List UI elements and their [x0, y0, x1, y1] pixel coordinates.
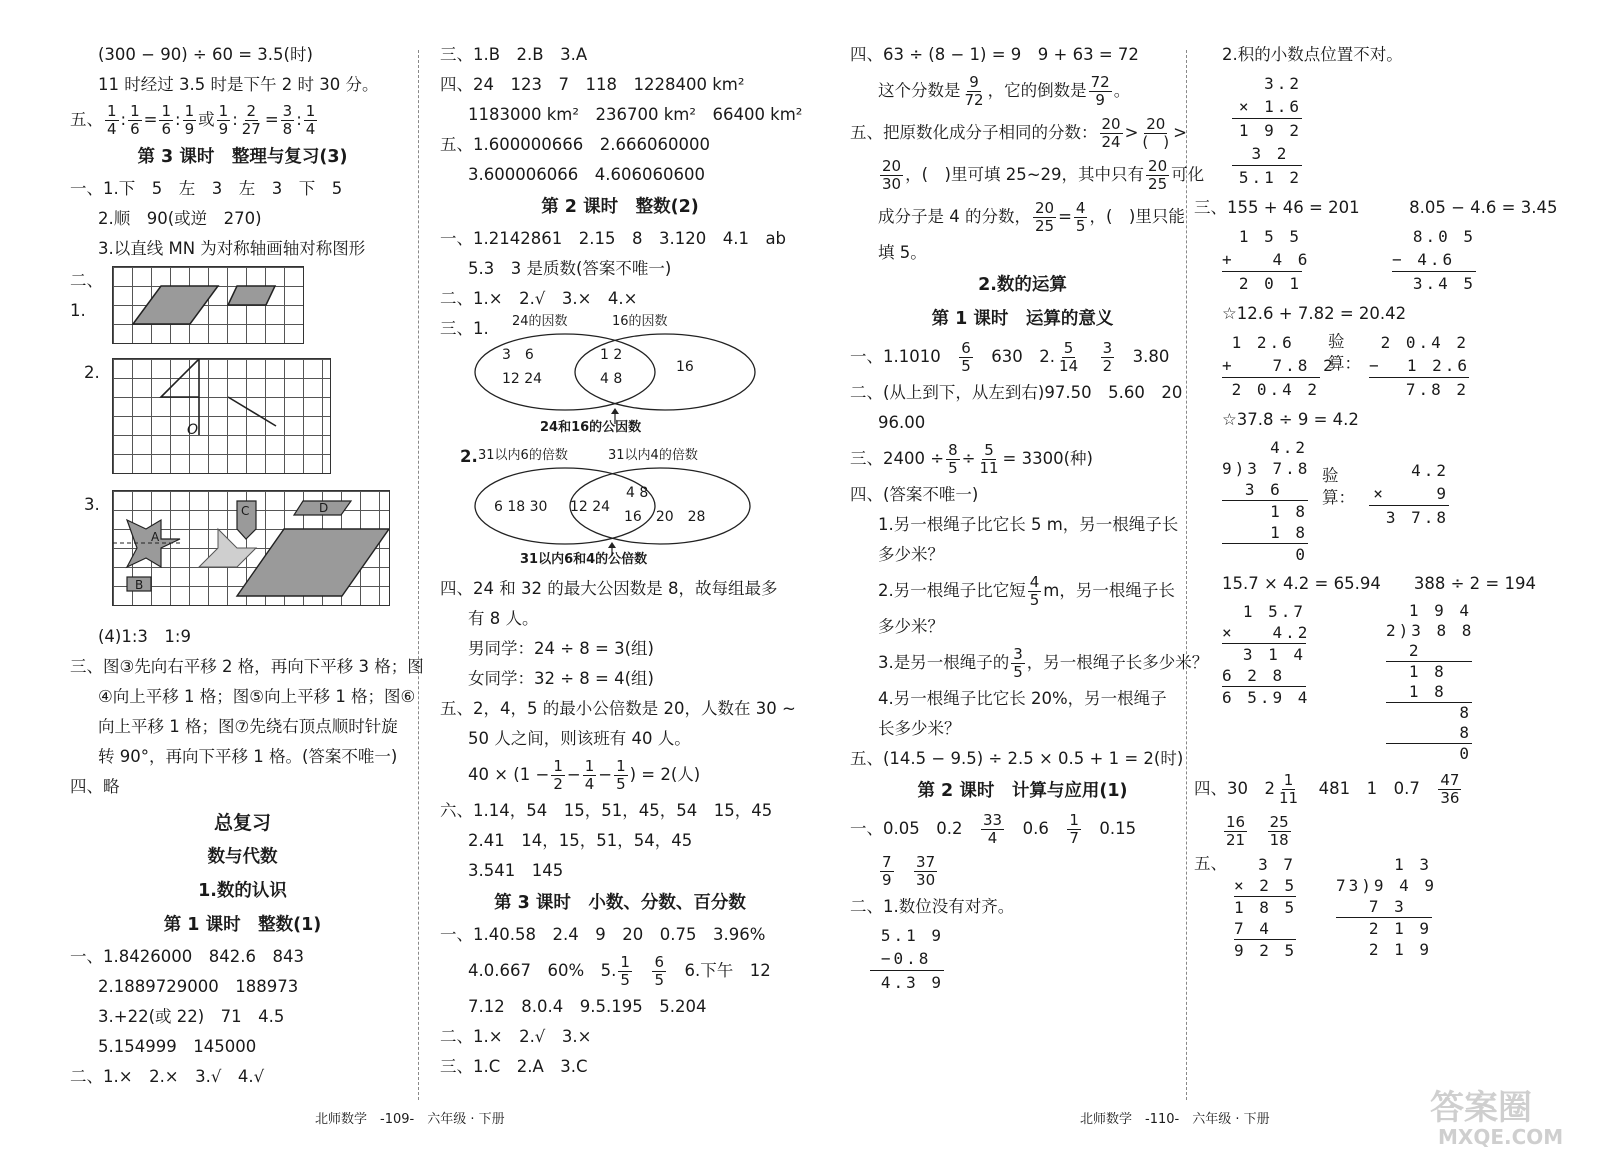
text-line: 三、155 + 46 = 201 8.05 − 4.6 = 3.45	[1194, 198, 1558, 217]
vertical-addition: 1 2.6 + 7.8 2 2 0.4 2	[1222, 333, 1336, 399]
venn-left-values: 6 18 30	[494, 499, 548, 515]
point-o-label: O	[187, 422, 199, 438]
text-line: 四、24 和 32 的最大公因数是 8，故每组最多	[440, 579, 778, 598]
fraction: $\frac{1}{6}$	[130, 102, 140, 138]
section-heading: 第 1 课时 整数(1)	[163, 915, 322, 935]
venn-right-values: 4 8	[626, 485, 649, 501]
fraction: 20 ( )	[1142, 115, 1170, 151]
text-line: 2.积的小数点位置不对。	[1222, 45, 1403, 64]
text-line: 一、1.下 5 左 3 左 3 下 5	[70, 179, 343, 198]
section-heading: 第 1 课时 运算的意义	[931, 309, 1114, 329]
column-separator-left	[418, 50, 419, 1100]
fraction: $\frac{9}{72}$	[964, 73, 984, 109]
text-line: 四、63 ÷ (8 − 1) = 9 9 + 63 = 72	[850, 45, 1139, 64]
fraction: $\frac{1}{2}$	[553, 757, 563, 793]
text-line: 96.00	[878, 413, 926, 432]
venn-left-title: 24的因数	[512, 314, 568, 329]
venn-left-values: 12 24	[502, 371, 543, 387]
text-line: 填 5。	[878, 243, 927, 262]
venn-diagram-1	[440, 314, 800, 438]
text-line: 7.12 8.0.4 9.5.195 5.204	[468, 997, 707, 1016]
text-line: 2.1889729000 188973	[98, 977, 299, 996]
label: 2.	[460, 447, 478, 466]
text-line: 五、把原数化成分子相同的分数： $\frac{20}{24}$ > 20 ( ) >	[850, 115, 1187, 151]
text-line: 50 人之间，则该班有 40 人。	[468, 729, 691, 748]
grid-figure-3-row	[70, 490, 415, 616]
long-division: 1 3 73)9 4 9 7 3 2 1 9 2 1 9	[1336, 855, 1438, 959]
section-heading: 第 2 课时 计算与应用(1)	[917, 781, 1128, 801]
parallelograms	[113, 267, 303, 343]
text-line: 5.3 3 是质数(答案不唯一)	[468, 259, 672, 278]
figure-d-label: D	[319, 501, 329, 515]
translation-figure	[113, 491, 389, 605]
text-line: 多少米？	[878, 545, 944, 564]
fraction: $\frac{37}{30}$	[916, 853, 936, 889]
figure-b-label: B	[135, 578, 144, 592]
text-line: 1183000 km² 236700 km² 66400 km²	[468, 105, 803, 124]
text-line: 二、1.× 2.× 3.√ 4.√	[70, 1067, 265, 1086]
text-line: 一、1.2142861 2.15 8 3.120 4.1 ab	[440, 229, 787, 248]
watermark-logo: 答案圈	[1430, 1088, 1532, 1128]
text-line: 2.另一根绳子比它短 $\frac{4}{5}$ m，另一根绳子长	[878, 573, 1175, 609]
venn-middle-values: 1 2	[600, 347, 623, 363]
figure-a-label: A	[151, 530, 160, 544]
vertical-subtraction: 8.0 5 − 4.6 3.4 5	[1392, 227, 1481, 293]
venn-caption: 31以内6和4的公倍数	[520, 552, 648, 567]
small-parallelogram	[228, 286, 275, 305]
venn-left-title: 31以内6的倍数	[478, 448, 568, 463]
long-division: 1 9 4 2)3 8 8 2 1 8 1 8 8 8 0	[1386, 601, 1475, 763]
page-footer-left: 北师数学 -109- 六年级 · 下册	[315, 1112, 505, 1127]
text-line	[1222, 810, 1592, 852]
venn-right-title: 31以内4的倍数	[608, 448, 698, 463]
text-line: 二、1.× 2.√ 3.×	[440, 1027, 592, 1046]
column-4	[1194, 40, 1592, 965]
label: 2.	[84, 363, 100, 382]
fraction: $\frac{1}{4}$	[107, 102, 117, 138]
text-line: 三、图③先向右平移 2 格，再向下平移 3 格；图	[70, 657, 424, 676]
vertical-multiplication: 3.2 × 1.6 1 9 2 3 2 5.1 2	[1232, 72, 1302, 189]
text-line: 一、1.1010 $\frac{6}{5}$ 630 2. $\frac{5}{14}$ $\frac{3}{2}$ 3.80	[850, 339, 1170, 375]
fraction: $\frac{1}{5}$	[616, 757, 626, 793]
text-line: 四、略	[70, 777, 120, 796]
vertical-check-multiplication: 4.2 × 9 3 7.8	[1369, 459, 1449, 529]
section-heading: 2.数的运算	[978, 275, 1067, 295]
formula-line: 40 × (1 − $\frac{1}{2}$ − $\frac{1}{4}$ − $\frac{1}{5}$ ) = 2(人)	[468, 757, 701, 793]
fraction: $\frac{20}{25}$	[1148, 157, 1168, 193]
grid-figure-2	[112, 358, 331, 474]
text-line: 一、1.40.58 2.4 9 20 0.75 3.96%	[440, 925, 766, 944]
check-label: 验 算：	[1328, 332, 1361, 373]
ratio-line: 五、 $\frac{1}{4}$ : $\frac{1}{6}$ = $\frac{1}{6}$ : $\frac{1}{9}$ 或 $\frac{1}{9}$ : $\frac{2}{27}$ = $\frac{3}{8}$ : $\frac{1}{4}$	[70, 102, 316, 138]
fraction: $\frac{72}{9}$	[1090, 73, 1110, 109]
venn-right-title: 16的因数	[612, 314, 668, 329]
fraction: $\frac{20}{24}$	[1101, 115, 1121, 151]
text-line: 三、1.C 2.A 3.C	[440, 1057, 588, 1076]
fraction: $\frac{3}{8}$	[282, 102, 293, 138]
fraction: $\frac{7}{9}$	[882, 853, 892, 889]
text-line: 11 时经过 3.5 时是下午 2 时 30 分。	[98, 75, 379, 94]
text-line: ☆37.8 ÷ 9 = 4.2	[1222, 410, 1359, 429]
text-line: 2.顺 90(或逆 270)	[98, 209, 262, 228]
text-line: 三、1.B 2.B 3.A	[440, 45, 588, 64]
label: 五、	[70, 110, 103, 129]
text-line: 3.541 145	[468, 861, 564, 880]
text-line: 5.154999 145000	[98, 1037, 257, 1056]
vertical-multiplication: 1 5.7 × 4.2 3 1 4 6 2 8 6 5.9 4	[1222, 602, 1311, 707]
long-division: 4.2 9)3 7.8 3 6 1 8 1 8 0	[1222, 438, 1311, 564]
rotation-figure	[113, 359, 330, 473]
fraction: $\frac{20}{30}$	[882, 157, 902, 193]
fraction: $\frac{5}{11}$	[979, 441, 999, 477]
vertical-subtraction: 5.1 9 −0.8 4.3 9	[870, 924, 944, 994]
fraction: $\frac{1}{9}$	[218, 102, 229, 138]
grid-figure-3	[112, 490, 390, 606]
calc-row	[1222, 329, 1592, 405]
text-line: ④向上平移 1 格；图⑤向上平移 1 格；图⑥	[98, 687, 416, 706]
text-line: 3.600006066 4.606060600	[468, 165, 705, 184]
section-heading: 第 3 课时 小数、分数、百分数	[494, 893, 746, 913]
label: 五、	[1194, 854, 1227, 873]
venn-right-values: 16	[676, 359, 694, 375]
column-3	[850, 40, 1209, 998]
fraction: $\frac{16}{21}$	[1226, 813, 1246, 849]
column-2	[440, 40, 803, 1082]
text-line: 1.另一根绳子比它长 5 m，另一根绳子长	[878, 515, 1179, 534]
vertical-check-subtraction: 2 0.4 2 − 1 2.6 7.8 2	[1369, 333, 1496, 399]
fraction: $\frac{8}{5}$	[948, 441, 958, 477]
venn-caption: 24和16的公因数	[540, 420, 642, 435]
text-line: (300 − 90) ÷ 60 = 3.5(时)	[98, 45, 313, 64]
fraction: $\frac{3}{2}$	[1102, 339, 1113, 375]
text-line: 二、(从上到下，从左到右)97.50 5.60 20	[850, 383, 1183, 402]
text-line: 六、1.14，54 15，51，45，54 15，45	[440, 801, 773, 820]
fraction: $\frac{1}{4}$	[584, 757, 595, 793]
text-line: 15.7 × 4.2 = 65.94 388 ÷ 2 = 194	[1222, 574, 1536, 593]
text-line: ☆12.6 + 7.82 = 20.42	[1222, 304, 1407, 323]
fraction: $\frac{25}{18}$	[1269, 813, 1289, 849]
fraction: $\frac{1}{7}$	[1069, 811, 1079, 847]
text-line: 男同学：24 ÷ 8 = 3(组)	[468, 639, 654, 658]
calc-row	[1222, 599, 1592, 768]
fraction: $\frac{1}{6}$	[161, 102, 172, 138]
text-line: 3.以直线 MN 为对称轴画轴对称图形	[98, 239, 366, 258]
section-heading: 第 3 课时 整理与复习(3)	[137, 147, 348, 167]
section-heading: 第 2 课时 整数(2)	[541, 197, 699, 217]
figure-c-label: C	[241, 504, 250, 518]
calc-row	[1222, 223, 1592, 299]
venn-left-values: 3 6	[502, 347, 534, 363]
fraction: $\frac{20}{25}$	[1035, 199, 1055, 235]
column-1	[70, 40, 424, 1092]
grid-figure-2-row	[70, 358, 415, 484]
text-line: 多少米？	[878, 617, 944, 636]
venn-middle-values: 4 8	[600, 371, 623, 387]
text-line: 4.0.667 60% 5. $\frac{1}{5}$ $\frac{6}{5}$ 6.下午 12	[468, 953, 771, 989]
text-line: 有 8 人。	[468, 609, 539, 628]
text-line: 女同学：32 ÷ 8 = 4(组)	[468, 669, 654, 688]
fraction: $\frac{5}{14}$	[1059, 339, 1079, 375]
label: 二、1.	[70, 271, 103, 320]
text-line: 四、30 2 $\frac{1}{11}$ 481 1 0.7 $\frac{47}{36}$	[1194, 771, 1460, 807]
venn-right-values: 16 20 28	[624, 509, 706, 525]
text-line: 2.41 14，15，51，54，45	[468, 831, 693, 850]
fraction: $\frac{1}{4}$	[305, 102, 316, 138]
text-line: 四、(答案不唯一)	[850, 485, 979, 504]
calc-row	[1194, 852, 1592, 965]
page-footer-right: 北师数学 -110- 六年级 · 下册	[1080, 1112, 1270, 1127]
text-line: (4)1:3 1:9	[98, 627, 191, 646]
text-line: 3.+22(或 22) 71 4.5	[98, 1007, 285, 1026]
vertical-addition: 1 5 5 + 4 6 2 0 1	[1222, 227, 1311, 293]
grid-figure-1	[112, 266, 304, 344]
text-line: 3.是另一根绳子的 $\frac{3}{5}$ ，另一根绳子长多少米？	[878, 645, 1209, 681]
fraction: $\frac{4}{5}$	[1029, 573, 1040, 609]
fraction: $\frac{1}{5}$	[620, 953, 630, 989]
fraction: $\frac{6}{5}$	[961, 339, 971, 375]
fraction: $\frac{6}{5}$	[654, 953, 664, 989]
fraction: $\frac{47}{36}$	[1440, 771, 1460, 807]
fraction: $\frac{1}{9}$	[184, 102, 195, 138]
text-line	[850, 850, 1195, 892]
section-heading: 1.数的认识	[198, 881, 287, 901]
text-line: 向上平移 1 格；图⑦先绕右顶点顺时针旋	[98, 717, 398, 736]
fraction: $\frac{33}{4}$	[982, 811, 1003, 847]
grid-figure-1-row	[70, 266, 415, 350]
label: 3.	[84, 495, 100, 514]
text-line: 二、1.数位没有对齐。	[850, 897, 1015, 916]
text-line: 一、1.8426000 842.6 843	[70, 947, 304, 966]
label: 三、1.	[440, 319, 489, 338]
text-line: 转 90°，再向下平移 1 格。(答案不唯一)	[98, 747, 398, 766]
vertical-multiplication: 3 7 × 2 5 1 8 5 7 4 9 2 5	[1234, 855, 1298, 960]
text-line: 4.另一根绳子比它长 20%，另一根绳子	[878, 689, 1167, 708]
text-line: $\frac{20}{30}$ ，( )里可填 25~29，其中只有 $\frac{20}{25}$ 可化	[882, 157, 1205, 193]
fraction: $\frac{3}{5}$	[1013, 645, 1023, 681]
text-line: 五、1.600000666 2.666060000	[440, 135, 710, 154]
text-line: 长多少米？	[878, 719, 961, 738]
section-heading: 总复习	[213, 812, 271, 834]
text-line: 这个分数是 $\frac{9}{72}$ ，它的倒数是 $\frac{72}{9}$ 。	[878, 73, 1131, 109]
section-heading: 数与代数	[207, 847, 278, 867]
venn-middle-values: 12 24	[570, 499, 611, 515]
text-line: 成分子是 4 的分数， $\frac{20}{25}$ = $\frac{4}{5}$ ，( )里只能	[878, 199, 1185, 235]
text-line: 二、1.× 2.√ 3.× 4.×	[440, 289, 638, 308]
text-line: 五、2，4，5 的最小公倍数是 20，人数在 30 ~	[440, 699, 796, 718]
fraction: $\frac{4}{5}$	[1075, 199, 1086, 235]
text-line: 四、24 123 7 118 1228400 km²	[440, 75, 745, 94]
fraction: $\frac{2}{27}$	[241, 102, 261, 138]
fraction: $\frac{1}{11}$	[1279, 771, 1299, 807]
calc-row	[1222, 435, 1592, 569]
text-line: 五、(14.5 − 9.5) ÷ 2.5 × 0.5 + 1 = 2(时)	[850, 749, 1184, 768]
text-line: 一、0.05 0.2 $\frac{33}{4}$ 0.6 $\frac{1}{7}$ 0.15	[850, 811, 1137, 847]
venn-diagram-2	[440, 442, 800, 568]
check-label: 验 算：	[1322, 466, 1355, 507]
text-line: 三、2400 ÷ $\frac{8}{5}$ ÷ $\frac{5}{11}$ = 3300(种)	[850, 441, 1093, 477]
big-parallelogram	[133, 286, 218, 324]
watermark-url: MXQE.COM	[1438, 1125, 1564, 1149]
